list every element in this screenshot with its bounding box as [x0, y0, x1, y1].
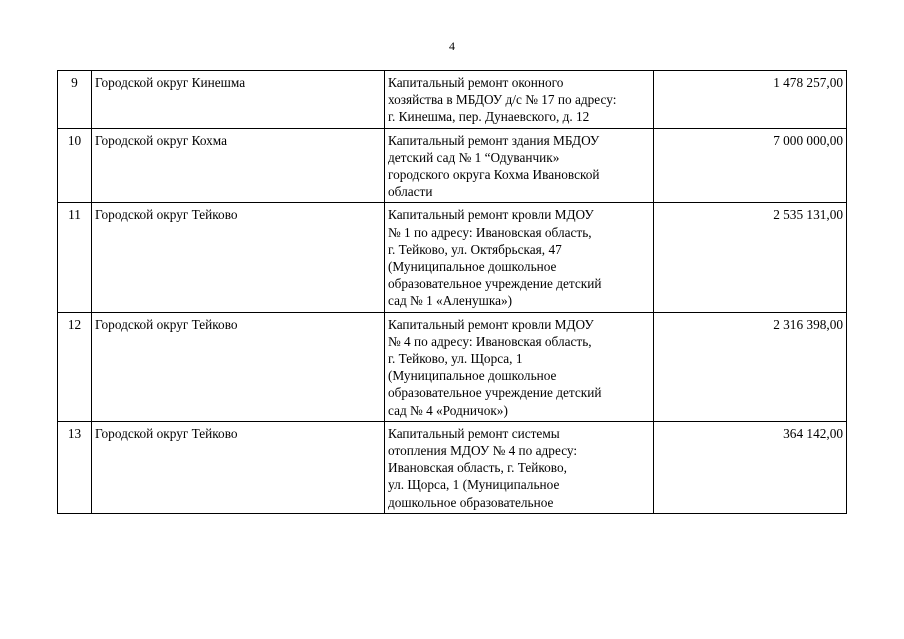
page-number: 4 — [449, 39, 455, 53]
description-cell: Капитальный ремонт здания МБДОУ детский сад № 1 “Одуванчик» городского округа Кохма Ивановской области — [385, 128, 654, 203]
amount-cell: 1 478 257,00 — [654, 71, 847, 129]
row-number: 12 — [58, 312, 92, 421]
row-number: 13 — [58, 421, 92, 513]
row-number: 10 — [58, 128, 92, 203]
table-row — [58, 128, 847, 203]
description-cell: Капитальный ремонт системы отопления МДОУ № 4 по адресу: Ивановская область, г. Тейково, ул. Щорса, 1 (Муниципальное дошкольное образовательное — [385, 421, 654, 513]
amount-cell: 7 000 000,00 — [654, 128, 847, 203]
row-number: 11 — [58, 203, 92, 312]
municipality-cell: Городской округ Тейково — [92, 421, 385, 513]
description-cell: Капитальный ремонт оконного хозяйства в МБДОУ д/с № 17 по адресу: г. Кинешма, пер. Дунаевского, д. 12 — [385, 71, 654, 129]
table-row — [58, 203, 847, 312]
municipality-cell: Городской округ Тейково — [92, 203, 385, 312]
municipality-cell: Городской округ Кинешма — [92, 71, 385, 129]
amount-cell: 2 535 131,00 — [654, 203, 847, 312]
row-number: 9 — [58, 71, 92, 129]
table-row — [58, 421, 847, 513]
municipality-cell: Городской округ Тейково — [92, 312, 385, 421]
description-cell: Капитальный ремонт кровли МДОУ № 4 по адресу: Ивановская область, г. Тейково, ул. Щорса, 1 (Муниципальное дошкольное образовательное учреждение детский сад № 4 «Родничок») — [385, 312, 654, 421]
table-row — [58, 71, 847, 129]
amount-cell: 2 316 398,00 — [654, 312, 847, 421]
description-cell: Капитальный ремонт кровли МДОУ № 1 по адресу: Ивановская область, г. Тейково, ул. Октябрьская, 47 (Муниципальное дошкольное образовательное учреждение детский сад № 1 «Аленушка») — [385, 203, 654, 312]
municipality-cell: Городской округ Кохма — [92, 128, 385, 203]
amount-cell: 364 142,00 — [654, 421, 847, 513]
funding-table — [57, 70, 847, 514]
table-row — [58, 312, 847, 421]
